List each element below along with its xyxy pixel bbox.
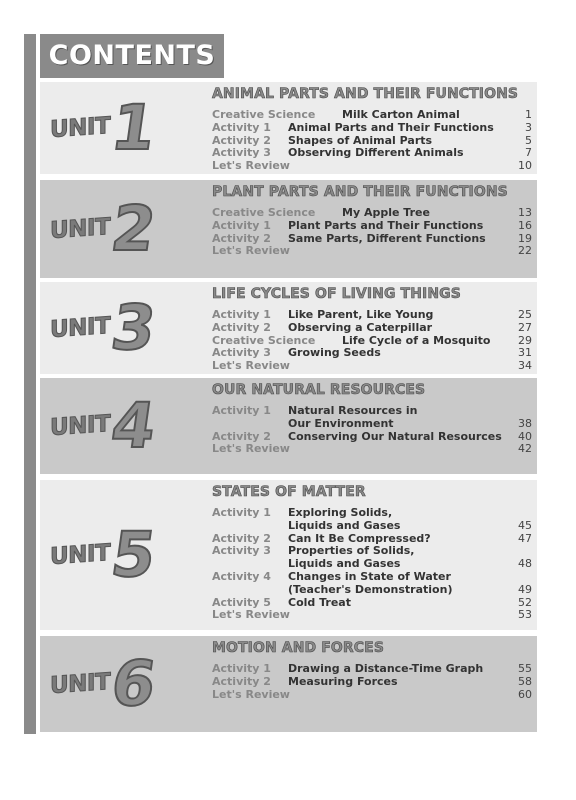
entry-page-number: 29: [518, 333, 532, 347]
unit-block-3: [40, 282, 537, 374]
entry-name: [288, 545, 512, 571]
entry-label: Activity 2: [212, 320, 271, 334]
unit-title: MOTION AND FORCES: [212, 640, 384, 656]
entry-label: Activity 3: [212, 346, 271, 360]
entry-name: Plant Parts and Their Functions: [288, 218, 484, 232]
unit-number: 2: [107, 192, 161, 265]
entry-label: Let's Review: [212, 608, 290, 622]
entry-page-number: 58: [518, 674, 532, 688]
unit-number: 3: [107, 291, 161, 364]
unit-number: 1: [107, 91, 161, 164]
unit-word: UNIT: [50, 668, 111, 700]
entry-label: Let's Review: [212, 159, 290, 173]
entry-page-number: 55: [518, 662, 532, 675]
entry-name: Milk Carton Animal: [342, 108, 460, 121]
entry-label: Let's Review: [212, 687, 290, 701]
unit-block-5: [40, 480, 537, 630]
entry-name: Same Parts, Different Functions: [288, 231, 486, 245]
entry-name: Observing Different Animals: [288, 146, 464, 160]
toc-entry[interactable]: [212, 443, 532, 456]
unit-block-1: [40, 82, 537, 174]
entry-page-number: 22: [518, 244, 532, 258]
entry-page-number: 53: [518, 608, 532, 622]
entry-name-line: Liquids and Gases: [288, 518, 401, 532]
toc-entries: [212, 207, 532, 258]
entry-label: Activity 4: [212, 569, 271, 583]
unit-number: 4: [107, 389, 161, 462]
entry-label: Creative Science: [212, 206, 316, 219]
unit-word: UNIT: [50, 410, 111, 442]
unit-word: UNIT: [50, 312, 111, 344]
entry-label: Let's Review: [212, 244, 290, 258]
entry-page-number: 5: [525, 133, 532, 147]
entry-label: Activity 1: [212, 120, 271, 134]
toc-entry[interactable]: [212, 245, 532, 258]
side-bar: [24, 34, 36, 734]
entry-name-line: (Teacher's Demonstration): [288, 582, 453, 596]
entry-page-number: 48: [518, 557, 532, 571]
toc-entry[interactable]: [212, 609, 532, 622]
entry-page-number: 10: [518, 159, 532, 173]
entry-name: Can It Be Compressed?: [288, 531, 431, 545]
toc-entry[interactable]: [212, 689, 532, 702]
entry-name: Growing Seeds: [288, 346, 381, 360]
entry-label: Activity 3: [212, 544, 271, 558]
entry-name: Cold Treat: [288, 595, 351, 609]
unit-word: UNIT: [50, 112, 111, 144]
unit-badge: [50, 282, 210, 374]
entry-label: Activity 2: [212, 674, 271, 688]
entry-label: Activity 1: [212, 404, 271, 417]
entry-page-number: 7: [525, 146, 532, 160]
entry-name-line: Liquids and Gases: [288, 557, 401, 571]
toc-entry[interactable]: [212, 676, 532, 689]
toc-entry[interactable]: [212, 109, 532, 122]
entry-name: Drawing a Distance-Time Graph: [288, 662, 484, 675]
entry-page-number: 40: [518, 429, 532, 443]
entry-name-line: Our Environment: [288, 416, 394, 430]
entry-page-number: 16: [518, 218, 532, 232]
unit-number: 5: [107, 518, 161, 591]
unit-badge: [50, 480, 210, 630]
toc-entry[interactable]: [212, 122, 532, 135]
unit-badge: [50, 180, 210, 278]
entry-name: Animal Parts and Their Functions: [288, 120, 494, 134]
entry-page-number: 3: [525, 120, 532, 134]
entry-label: Activity 2: [212, 429, 271, 443]
entry-name-line: Changes in State of Water: [288, 569, 451, 583]
entry-page-number: 42: [518, 442, 532, 456]
toc-entries: [212, 109, 532, 173]
toc-entry[interactable]: [212, 322, 532, 335]
unit-word: UNIT: [50, 213, 111, 245]
entry-page-number: 31: [518, 346, 532, 360]
entry-name-line: Natural Resources in: [288, 404, 418, 417]
entry-label: Activity 2: [212, 531, 271, 545]
entry-page-number: 45: [518, 518, 532, 532]
entry-name: [288, 405, 512, 431]
unit-block-2: [40, 180, 537, 278]
entry-label: Activity 1: [212, 662, 271, 675]
entry-label: Activity 5: [212, 595, 271, 609]
unit-word: UNIT: [50, 539, 111, 571]
toc-entry[interactable]: [212, 160, 532, 173]
entry-label: Creative Science: [212, 333, 316, 347]
toc-entry[interactable]: [212, 545, 532, 571]
toc-entries: [212, 663, 532, 701]
unit-title: PLANT PARTS AND THEIR FUNCTIONS: [212, 184, 508, 200]
entry-label: Let's Review: [212, 442, 290, 456]
entry-page-number: 1: [525, 108, 532, 121]
entry-page-number: 25: [518, 308, 532, 321]
toc-entries: [212, 507, 532, 622]
entry-label: Activity 1: [212, 218, 271, 232]
entry-page-number: 49: [518, 582, 532, 596]
unit-number: 6: [107, 647, 161, 720]
unit-title: ANIMAL PARTS AND THEIR FUNCTIONS: [212, 86, 519, 102]
entry-label: Activity 1: [212, 506, 271, 519]
entry-name: Shapes of Animal Parts: [288, 133, 433, 147]
entry-name: Like Parent, Like Young: [288, 308, 434, 321]
entry-page-number: 60: [518, 687, 532, 701]
entry-name: Life Cycle of a Mosquito: [342, 333, 491, 347]
entry-page-number: 13: [518, 206, 532, 219]
unit-title: STATES OF MATTER: [212, 484, 366, 500]
entry-name: Conserving Our Natural Resources: [288, 429, 502, 443]
entry-name: [288, 507, 512, 533]
toc-entry[interactable]: [212, 360, 532, 373]
toc-entry[interactable]: [212, 207, 532, 220]
entry-page-number: 38: [518, 416, 532, 430]
entry-label: Activity 2: [212, 133, 271, 147]
entry-page-number: 52: [518, 595, 532, 609]
unit-title: LIFE CYCLES OF LIVING THINGS: [212, 286, 461, 302]
unit-block-4: [40, 378, 537, 474]
toc-entries: [212, 309, 532, 373]
entry-label: Creative Science: [212, 108, 316, 121]
unit-badge: [50, 82, 210, 174]
contents-title: CONTENTS: [40, 34, 224, 78]
entry-name-line: Exploring Solids,: [288, 506, 393, 519]
entry-name-line: Properties of Solids,: [288, 544, 415, 558]
entry-name: Measuring Forces: [288, 674, 398, 688]
entry-name: My Apple Tree: [342, 206, 430, 219]
unit-badge: [50, 636, 210, 732]
unit-badge: [50, 378, 210, 474]
toc-entry[interactable]: [212, 309, 532, 322]
entry-page-number: 47: [518, 531, 532, 545]
entry-name: Observing a Caterpillar: [288, 320, 433, 334]
entry-page-number: 19: [518, 231, 532, 245]
entry-name: [288, 571, 512, 597]
entry-label: Activity 2: [212, 231, 271, 245]
entry-label: Activity 1: [212, 308, 271, 321]
toc-entry[interactable]: [212, 405, 532, 431]
unit-block-6: [40, 636, 537, 732]
entry-page-number: 34: [518, 359, 532, 373]
entry-label: Activity 3: [212, 146, 271, 160]
unit-title: OUR NATURAL RESOURCES: [212, 382, 426, 398]
toc-entry[interactable]: [212, 220, 532, 233]
toc-entry[interactable]: [212, 663, 532, 676]
toc-entry[interactable]: [212, 507, 532, 533]
toc-entry[interactable]: [212, 571, 532, 597]
entry-page-number: 27: [518, 320, 532, 334]
entry-label: Let's Review: [212, 359, 290, 373]
toc-entries: [212, 405, 532, 456]
